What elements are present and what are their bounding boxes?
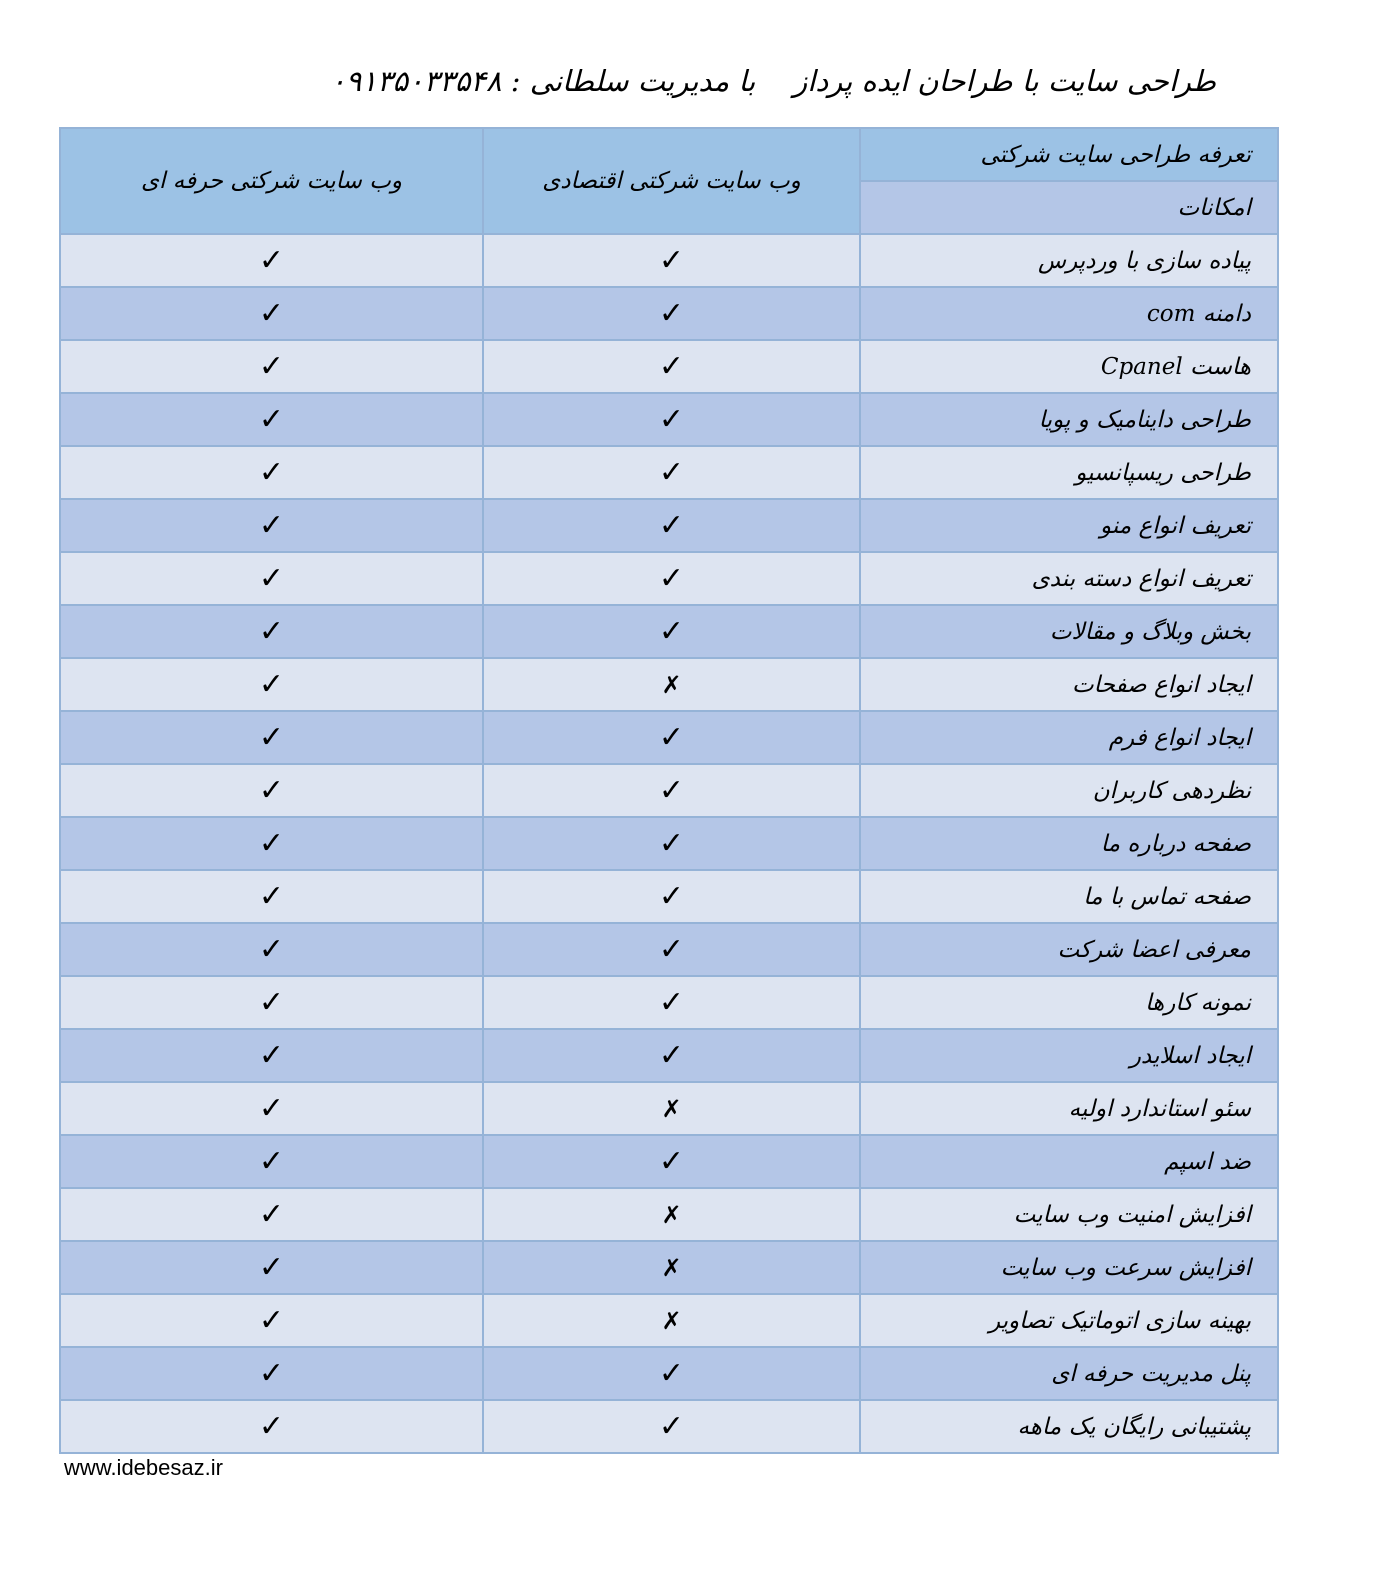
- feature-name: بهینه سازی اتوماتیک تصاویر: [988, 1307, 1251, 1334]
- pro-mark: ✓: [60, 658, 483, 711]
- corner-title-cell: [860, 128, 1278, 181]
- table-row: [60, 1082, 1278, 1135]
- feature-name: تعریف انواع دسته بندی: [1031, 565, 1251, 592]
- feature-name-cell: [860, 711, 1278, 764]
- economy-mark: ✓: [483, 764, 860, 817]
- feature-name: طراحی ریسپانسیو: [1075, 459, 1251, 486]
- table-row: [60, 1294, 1278, 1347]
- pro-mark: ✓: [60, 711, 483, 764]
- economy-mark: ✓: [483, 234, 860, 287]
- table-row: [60, 1347, 1278, 1400]
- feature-name-cell: [860, 340, 1278, 393]
- page-title-company: طراحی سایت با طراحان ایده پرداز: [793, 64, 1216, 98]
- pro-mark: ✓: [60, 1241, 483, 1294]
- economy-mark: ✗: [483, 1082, 860, 1135]
- economy-mark: ✓: [483, 446, 860, 499]
- feature-name: بخش وبلاگ و مقالات: [1049, 618, 1251, 645]
- feature-name-cell: [860, 1347, 1278, 1400]
- economy-mark: ✓: [483, 1400, 860, 1453]
- feature-name-cell: [860, 552, 1278, 605]
- feature-name: تعریف انواع منو: [1100, 512, 1251, 539]
- table-row: [60, 605, 1278, 658]
- economy-mark: ✓: [483, 287, 860, 340]
- pro-mark: ✓: [60, 764, 483, 817]
- feature-name: ایجاد انواع فرم: [1108, 724, 1251, 751]
- corner-subtitle-cell: [860, 181, 1278, 234]
- economy-mark: ✓: [483, 393, 860, 446]
- pro-mark: ✓: [60, 1135, 483, 1188]
- pro-mark: ✓: [60, 605, 483, 658]
- economy-mark: ✓: [483, 340, 860, 393]
- economy-mark: ✓: [483, 1347, 860, 1400]
- feature-name: هاست Cpanel: [1100, 353, 1251, 380]
- table-row: [60, 1029, 1278, 1082]
- feature-name: پشتیبانی رایگان یک ماهه: [1017, 1413, 1251, 1440]
- table-row: [60, 446, 1278, 499]
- economy-mark: ✗: [483, 658, 860, 711]
- table-row: [60, 340, 1278, 393]
- feature-name-cell: [860, 287, 1278, 340]
- economy-mark: ✓: [483, 1029, 860, 1082]
- feature-name-cell: [860, 1188, 1278, 1241]
- feature-name-cell: [860, 1241, 1278, 1294]
- pro-mark: ✓: [60, 446, 483, 499]
- feature-name: افزایش امنیت وب سایت: [1013, 1201, 1251, 1228]
- feature-name-cell: [860, 446, 1278, 499]
- pro-mark: ✓: [60, 870, 483, 923]
- economy-mark: ✓: [483, 870, 860, 923]
- feature-name: افزایش سرعت وب سایت: [1000, 1254, 1251, 1281]
- feature-name: پیاده سازی با وردپرس: [1038, 247, 1251, 274]
- table-row: [60, 870, 1278, 923]
- feature-name-cell: [860, 605, 1278, 658]
- pro-mark: ✓: [60, 340, 483, 393]
- economy-mark: ✓: [483, 711, 860, 764]
- pro-mark: ✓: [60, 817, 483, 870]
- feature-name-cell: [860, 234, 1278, 287]
- table-row: [60, 1400, 1278, 1453]
- feature-name-cell: [860, 817, 1278, 870]
- pro-mark: ✓: [60, 1188, 483, 1241]
- table-row: [60, 658, 1278, 711]
- page-title-contact: با مدیریت سلطانی : ۰۹۱۳۵۰۳۳۵۴۸: [330, 64, 756, 98]
- feature-name: ایجاد انواع صفحات: [1072, 671, 1251, 698]
- pro-mark: ✓: [60, 287, 483, 340]
- table-row: [60, 1188, 1278, 1241]
- feature-name-cell: [860, 1082, 1278, 1135]
- feature-name: ایجاد اسلایدر: [1129, 1042, 1251, 1069]
- feature-name: نظردهی کاربران: [1092, 777, 1251, 804]
- economy-mark: ✓: [483, 923, 860, 976]
- pro-mark: ✓: [60, 1294, 483, 1347]
- table-row: [60, 1135, 1278, 1188]
- footer-url: www.idebesaz.ir: [64, 1455, 223, 1480]
- table-row: [60, 1241, 1278, 1294]
- tariff-body: [60, 234, 1278, 1453]
- table-row: [60, 552, 1278, 605]
- table-row: [60, 393, 1278, 446]
- pro-mark: ✓: [60, 1082, 483, 1135]
- economy-mark: ✗: [483, 1188, 860, 1241]
- pro-mark: ✓: [60, 1347, 483, 1400]
- feature-name: طراحی داینامیک و پویا: [1038, 406, 1251, 433]
- pro-mark: ✓: [60, 1400, 483, 1453]
- pro-mark: ✓: [60, 1029, 483, 1082]
- page-title: [300, 56, 1216, 106]
- pro-mark: ✓: [60, 552, 483, 605]
- economy-mark: ✓: [483, 1135, 860, 1188]
- economy-mark: ✓: [483, 552, 860, 605]
- pro-mark: ✓: [60, 499, 483, 552]
- feature-name: پنل مدیریت حرفه ای: [1051, 1360, 1251, 1387]
- economy-mark: ✗: [483, 1294, 860, 1347]
- economy-mark: ✓: [483, 976, 860, 1029]
- feature-name-cell: [860, 1135, 1278, 1188]
- feature-name-cell: [860, 764, 1278, 817]
- feature-name: صفحه درباره ما: [1100, 830, 1251, 857]
- column-header-pro: وب سایت شرکتی حرفه ای: [60, 128, 483, 234]
- pro-mark: ✓: [60, 923, 483, 976]
- corner-subtitle: امکانات: [1177, 194, 1251, 221]
- column-header-economy: وب سایت شرکتی اقتصادی: [483, 128, 860, 234]
- pro-mark: ✓: [60, 234, 483, 287]
- table-row: [60, 817, 1278, 870]
- pro-mark: ✓: [60, 393, 483, 446]
- table-row: [60, 234, 1278, 287]
- table-row: [60, 976, 1278, 1029]
- feature-name: سئو استاندارد اولیه: [1068, 1095, 1251, 1122]
- feature-name-cell: [860, 1029, 1278, 1082]
- feature-name: نمونه کارها: [1145, 989, 1251, 1016]
- corner-title: تعرفه طراحی سایت شرکتی: [980, 141, 1251, 168]
- pro-mark: ✓: [60, 976, 483, 1029]
- feature-name-cell: [860, 870, 1278, 923]
- feature-name: صفحه تماس با ما: [1083, 883, 1251, 910]
- table-row: [60, 923, 1278, 976]
- feature-name-cell: [860, 658, 1278, 711]
- table-row: [60, 711, 1278, 764]
- feature-name-cell: [860, 1294, 1278, 1347]
- tariff-table: [59, 127, 1279, 1454]
- economy-mark: ✓: [483, 605, 860, 658]
- economy-mark: ✗: [483, 1241, 860, 1294]
- table-row: [60, 764, 1278, 817]
- feature-name-cell: [860, 976, 1278, 1029]
- economy-mark: ✓: [483, 499, 860, 552]
- economy-mark: ✓: [483, 817, 860, 870]
- table-row: [60, 499, 1278, 552]
- feature-name: معرفی اعضا شرکت: [1057, 936, 1251, 963]
- feature-name: ضد اسپم: [1164, 1148, 1251, 1175]
- feature-name: دامنه com: [1146, 300, 1251, 327]
- feature-name-cell: [860, 393, 1278, 446]
- feature-name-cell: [860, 499, 1278, 552]
- feature-name-cell: [860, 1400, 1278, 1453]
- table-row: [60, 287, 1278, 340]
- feature-name-cell: [860, 923, 1278, 976]
